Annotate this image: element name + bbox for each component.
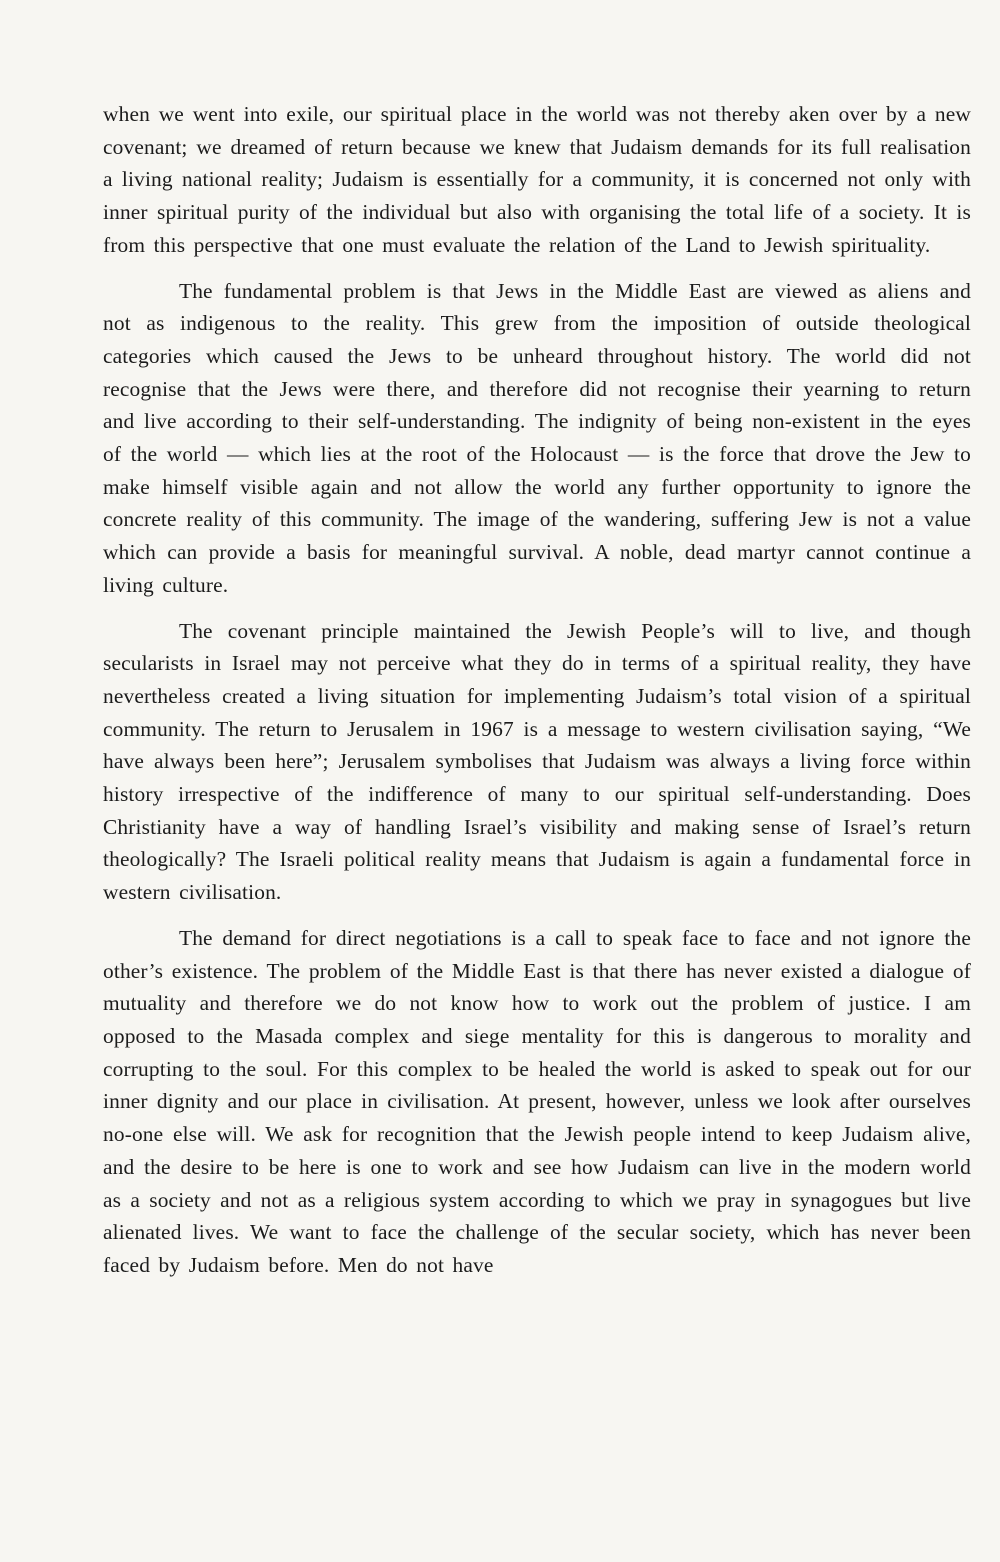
paragraph-fundamental-problem: The fundamental problem is that Jews in the Middle East are viewed as aliens and not as indigenous to the reality. This grew from the imposition of outside theological categories which caused the Jews to be unheard throughout history. The world did not recognise that the Jews were there, and therefore did not recognise their yearning to return and live according to their self-understanding. The indignity of being non-existent in the eyes of the world — which lies at the root of the Holocaust — is the force that drove the Jew to make himself visible again and not allow the world any further opportunity to ignore the concrete reality of this community. The image of the wandering, suffering Jew is not a value which can provide a basis for meaningful survival. A noble, dead martyr cannot continue a living culture. xyxy=(103,278,971,597)
document-page xyxy=(103,98,971,1282)
paragraph-exile: when we went into exile, our spiritual place in the world was not thereby aken over by a new covenant; we dreamed of return because we knew that Judaism demands for its full realisation a living national reality; Judaism is essentially for a community, it is concerned not only with inner spiritual purity of the individual but also with organising the total life of a society. It is from this perspective that one must evaluate the relation of the Land to Jewish spirituality. xyxy=(103,102,971,257)
paragraph-direct-negotiations: The demand for direct negotiations is a call to speak face to face and not ignore the other’s existence. The problem of the Middle East is that there has never existed a dialogue of mutuality and therefore we do not know how to work out the problem of justice. I am opposed to the Masada complex and siege mentality for this is dangerous to morality and corrupting to the soul. For this complex to be healed the world is asked to speak out for our inner dignity and our place in civilisation. At present, however, unless we look after ourselves no-one else will. We ask for recognition that the Jewish people intend to keep Judaism alive, and the desire to be here is one to work and see how Judaism can live in the modern world as a society and not as a religious system according to which we pray in synagogues but live alienated lives. We want to face the challenge of the secular society, which has never been faced by Judaism before. Men do not have xyxy=(103,925,971,1277)
paragraph-covenant-principle: The covenant principle maintained the Jewish People’s will to live, and though secularists in Israel may not perceive what they do in terms of a spiritual reality, they have nevertheless created a living situation for implementing Judaism’s total vision of a spiritual community. The return to Jerusalem in 1967 is a message to western civilisation saying, “We have always been here”; Jerusalem symbolises that Judaism was always a living force within history irrespective of the indifference of many to our spiritual self-understanding. Does Christianity have a way of handling Israel’s visibility and making sense of Israel’s return theologically? The Israeli political reality means that Judaism is again a fundamental force in western civilisation. xyxy=(103,618,971,905)
